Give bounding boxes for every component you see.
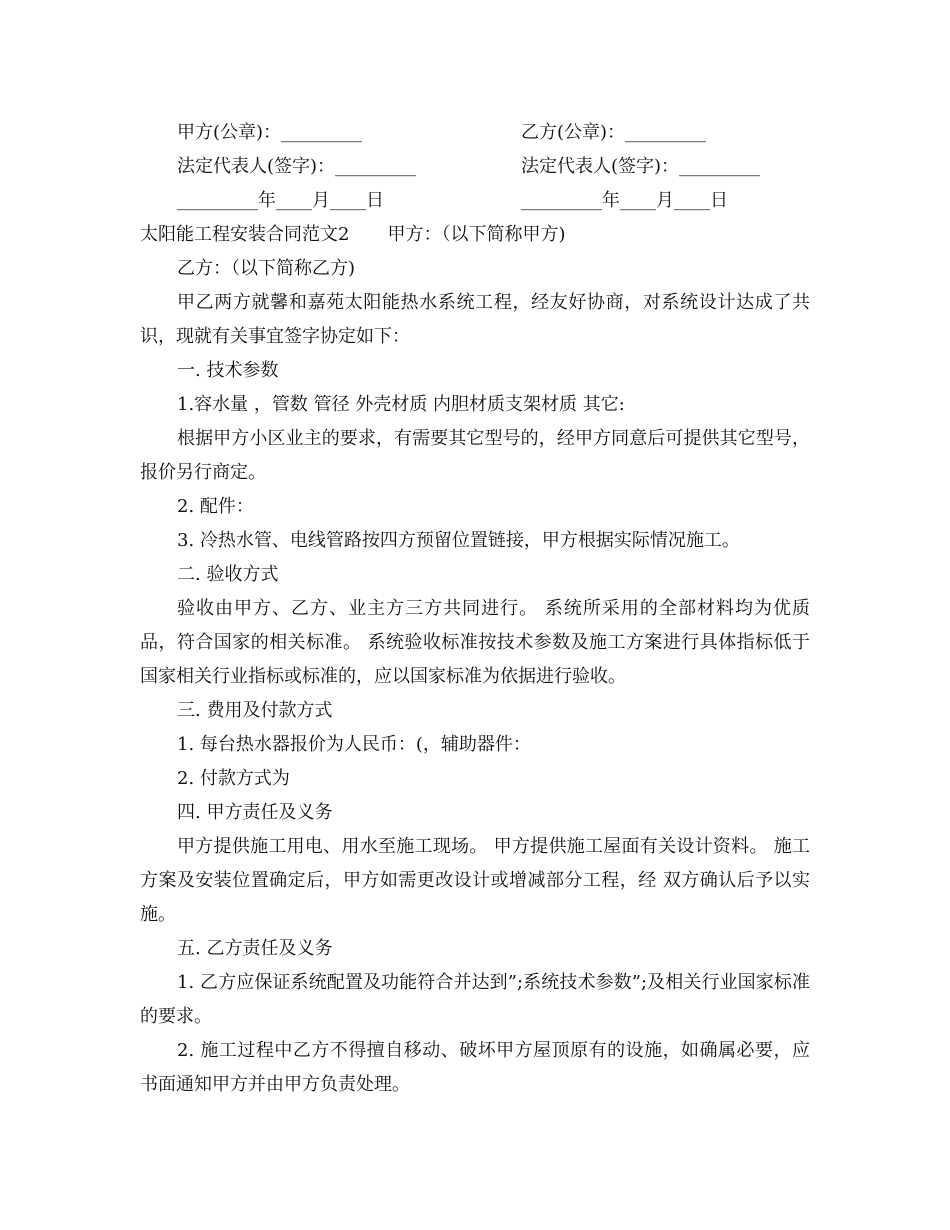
section-5-item-1: 1. 乙方应保证系统配置及功能符合并达到”;系统技术参数”;及相关行业国家标准的要求。 bbox=[140, 972, 810, 1027]
section-2-paragraph: 验收由甲方、乙方、业主方三方共同进行。 系统所采用的全部材料均为优质品，符合国家的相关标准。 系统验收标准按技术参数及施工方案进行具体指标低于国家相关行业指标或标准的，应以国家标准为依据进行验收。 bbox=[140, 598, 810, 687]
document-title: 太阳能工程安装合同范文2 bbox=[140, 224, 350, 245]
party-b-seal-line: 乙方(公章)：_________ bbox=[521, 122, 707, 143]
section-1-item-1: 1.容水量 ，管数 管径 外壳材质 内胆材质支架材质 其它: bbox=[177, 394, 625, 415]
title-line bbox=[140, 218, 810, 252]
section-3-item-1: 1. 每台热水器报价为人民币：(，辅助器件： bbox=[177, 734, 531, 755]
party-a-date-line: _________年____月____日 bbox=[177, 190, 384, 211]
party-b-definition: 乙方：（以下简称乙方) bbox=[177, 258, 356, 279]
party-b-date-line: _________年____月____日 bbox=[521, 190, 728, 211]
section-5-heading: 五. 乙方责任及义务 bbox=[177, 938, 333, 959]
contract-body bbox=[140, 218, 810, 1102]
section-2-heading: 二. 验收方式 bbox=[177, 564, 279, 585]
party-a-representative-line: 法定代表人(签字)：_________ bbox=[177, 156, 417, 177]
party-a-definition: 甲方：（以下简称甲方) bbox=[387, 224, 566, 245]
section-4-paragraph: 甲方提供施工用电、用水至施工现场。 甲方提供施工屋面有关设计资料。 施工方案及安装位置确定后，甲方如需更改设计或增减部分工程，经 双方确认后予以实施。 bbox=[140, 836, 810, 925]
section-5-item-2: 2. 施工过程中乙方不得擅自移动、破坏甲方屋顶原有的设施，如确属必要，应书面通知甲方并由甲方负责处理。 bbox=[140, 1040, 810, 1095]
section-1-item-3: 3. 冷热水管、电线管路按四方预留位置链接，甲方根据实际情况施工。 bbox=[177, 530, 740, 551]
intro-paragraph: 甲乙两方就馨和嘉苑太阳能热水系统工程，经友好协商，对系统设计达成了共识，现就有关事宜签字协定如下： bbox=[140, 292, 810, 347]
section-1-paragraph: 根据甲方小区业主的要求，有需要其它型号的，经甲方同意后可提供其它型号，报价另行商定。 bbox=[140, 428, 810, 483]
section-4-heading: 四. 甲方责任及义务 bbox=[177, 802, 333, 823]
signature-block-party-a bbox=[177, 116, 416, 218]
party-a-seal-line: 甲方(公章)：_________ bbox=[177, 122, 363, 143]
signature-block-party-b bbox=[521, 116, 760, 218]
section-3-item-2: 2. 付款方式为 bbox=[177, 768, 290, 789]
party-b-representative-line: 法定代表人(签字)：_________ bbox=[521, 156, 761, 177]
section-3-heading: 三. 费用及付款方式 bbox=[177, 700, 333, 721]
section-1-item-2: 2. 配件： bbox=[177, 496, 254, 517]
section-1-heading: 一. 技术参数 bbox=[177, 360, 279, 381]
